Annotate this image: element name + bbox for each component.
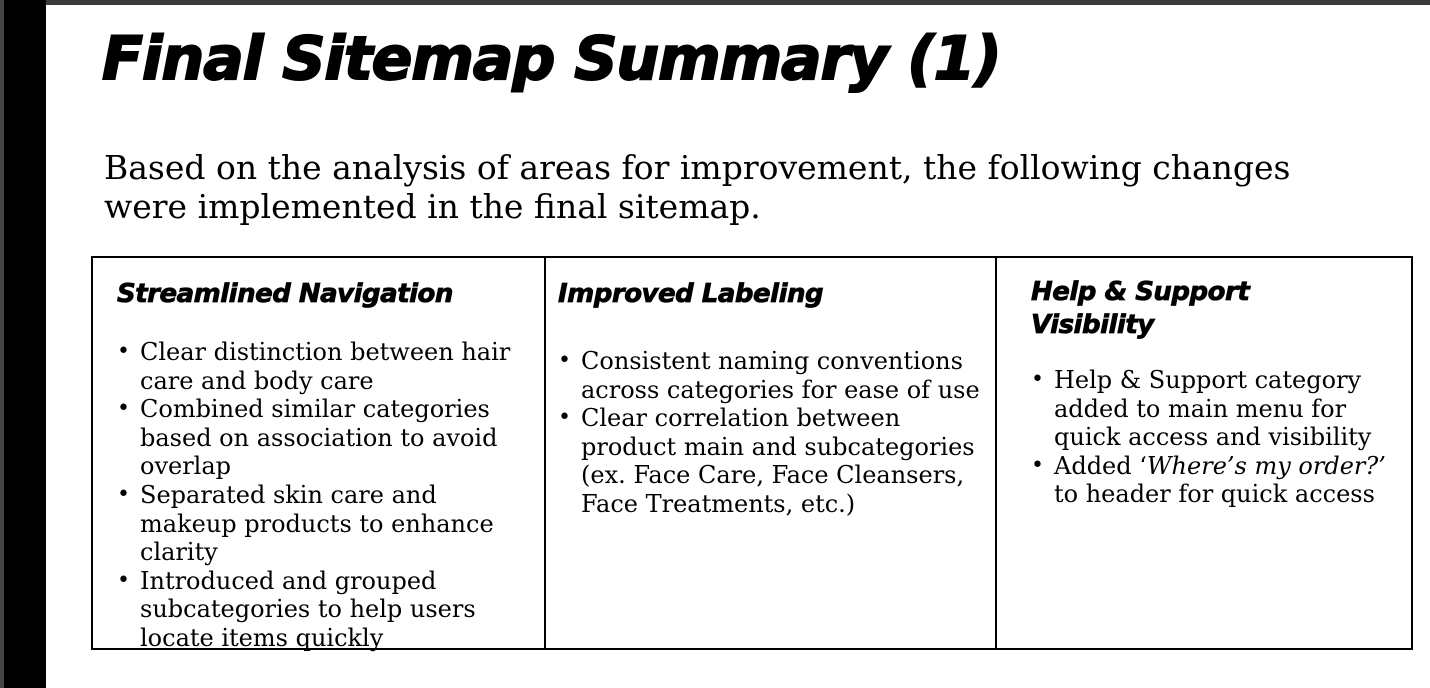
intro-paragraph: Based on the analysis of areas for improvement, the following changes were implemented in the final sitemap.: [104, 148, 1291, 226]
list-item-text: Clear correlation between product main and subcategories (ex. Face Care, Face Cleansers, Face Treatments, etc.): [581, 404, 975, 518]
left-black-bar: [0, 0, 46, 688]
bullet-dot-icon: •: [117, 481, 130, 507]
column-improved-labeling: [544, 258, 995, 648]
list-item: [558, 404, 983, 518]
bullet-dot-icon: •: [117, 396, 130, 422]
bullet-dot-icon: •: [1031, 452, 1044, 478]
list-item: [117, 481, 537, 567]
list-item: [117, 395, 537, 481]
list-item-text: Introduced and grouped subcategories to help users locate items quickly: [140, 566, 476, 652]
column-heading: Help & Support Visibility: [1031, 277, 1250, 340]
list-item: [1031, 366, 1416, 452]
list-item-text: Help & Support category added to main menu for quick access and visibility: [1054, 366, 1372, 452]
column-streamlined-navigation: [93, 258, 544, 652]
list-item: [1031, 452, 1416, 509]
list-item: [558, 347, 983, 404]
bullet-list: [1031, 366, 1416, 509]
list-item: [117, 338, 537, 395]
bullet-list: [558, 347, 983, 519]
column-heading: Streamlined Navigation: [117, 279, 453, 309]
bullet-dot-icon: •: [117, 339, 130, 364]
bullet-dot-icon: •: [117, 567, 130, 593]
list-item-emphasis: Where’s my order?’: [1146, 451, 1386, 480]
left-bar-edge: [0, 0, 4, 688]
list-item: [117, 567, 537, 653]
bullet-list: [117, 338, 537, 653]
column-help-support-visibility: [995, 258, 1411, 648]
summary-table: [91, 256, 1413, 650]
list-item-text: Separated skin care and makeup products to enhance clarity: [140, 480, 494, 567]
column-heading: Improved Labeling: [558, 279, 824, 309]
list-item-prefix: Added ‘: [1054, 451, 1147, 480]
list-item-text: [1054, 452, 1386, 509]
bullet-dot-icon: •: [558, 348, 571, 373]
list-item-suffix: to header for quick access: [1054, 480, 1375, 509]
bullet-dot-icon: •: [1031, 367, 1044, 392]
list-item-text: Combined similar categories based on association to avoid overlap: [140, 395, 498, 481]
list-item-text: Clear distinction between hair care and body care: [140, 338, 511, 395]
top-edge-strip: [0, 0, 1430, 5]
page-title: Final Sitemap Summary (1): [102, 24, 1001, 94]
list-item-text: Consistent naming conventions across categories for ease of use: [581, 347, 980, 404]
bullet-dot-icon: •: [558, 405, 571, 431]
